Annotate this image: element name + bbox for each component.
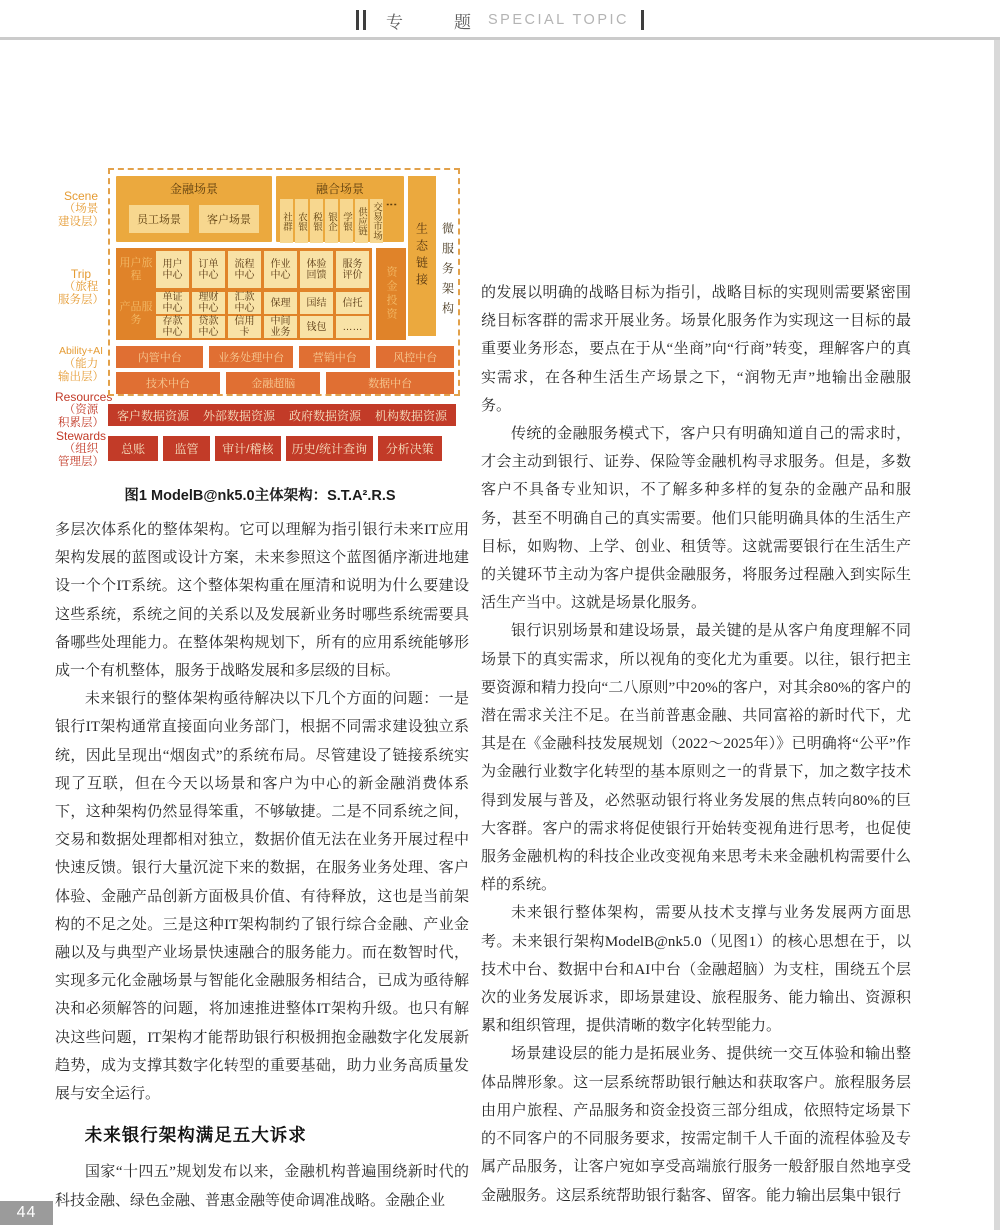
diagram-cell: 分析决策 <box>378 436 442 461</box>
diagram-cell: 理财中心 <box>192 292 225 314</box>
layer-label-stewards-cn1: （组织 <box>63 443 99 455</box>
left-column <box>55 516 469 1215</box>
section-heading: 未来银行架构满足五大诉求 <box>84 1125 307 1146</box>
top-rule <box>0 37 1000 40</box>
layer-label-scene <box>55 190 107 229</box>
diagram-cell: 汇款中心 <box>228 292 261 314</box>
double-bar-icon <box>356 10 366 30</box>
diagram-cell: 服务评价 <box>336 251 369 288</box>
page-number: 44 <box>0 1201 53 1225</box>
diagram-cell: 钱包 <box>300 316 333 338</box>
diagram-cell: 学银 <box>340 199 353 243</box>
diagram-cell: 信用卡 <box>228 316 261 338</box>
diagram-cell: 税银 <box>310 199 323 243</box>
body-paragraph: 的发展以明确的战略目标为指引，战略目标的实现则需要紧密围绕目标客群的需求开展业务。场景化服务作为实现这一目标的最重要业务形态，要点在于从“坐商”向“行商”转变，理解客户的真实需求，在各种生活生产场景之下，“润物无声”地输出金融服务。 <box>481 285 911 414</box>
body-paragraph: 银行识别场景和建设场景，最关键的是从客户角度理解不同场景下的真实需求，所以视角的变化尤为重要。以往，银行把主要资源和精力投向“二八原则”中20%的客户，对其余80%的客户的潜在需求关注不足。在当前普惠金融、共同富裕的新时代下，尤其是在《金融科技发展规划（2022～2025年）》已明确将“公平”作为金融行业数字化转型的基本原则之一的背景下，加之数字技术得到发展与普及，必然驱动银行将业务发展的焦点转向80%的巨大客群。客户的需求将促使银行开始转变视角进行思考，也促使服务金融机构的科技企业改变视角来思考未来金融机构需要什么样的系统。 <box>481 623 911 894</box>
diagram-cell: 体验回馈 <box>300 251 333 288</box>
fusion-scene-box <box>276 176 404 242</box>
layer-label-ability-cn1: （能力 <box>63 358 99 370</box>
diagram-cell: 员工场景 <box>129 205 189 233</box>
product-label: 产品服务 <box>119 301 153 326</box>
stewards-row <box>108 436 442 461</box>
header-title-en: SPECIAL TOPIC <box>487 12 630 28</box>
diagram-cell: 农银 <box>295 199 308 243</box>
diagram-cell: 中间业务 <box>264 316 297 338</box>
layer-label-stewards-cn2: 管理层） <box>58 456 104 468</box>
body-paragraph: 未来银行整体架构，需要从技术支撑与业务发展两方面思考。未来银行架构ModelB@nk5.0（见图1）的核心思想在于，以技术中台、数据中台和AI中台（金融超脑）为支柱，围绕五个层次的业务发展诉求，即场景建设、旅程服务、能力输出、资源积累和组织管理，提供清晰的数字化转型能力。 <box>481 905 911 1035</box>
layer-label-ability-en: Ability+AI <box>58 345 104 357</box>
diagram-cell: 营销中台 <box>299 346 371 368</box>
microservices-label: 微服务架构 <box>440 222 455 322</box>
diagram-cell: …… <box>336 316 369 338</box>
diagram-cell: 用户中心 <box>156 251 189 288</box>
single-bar-icon <box>641 10 644 30</box>
diagram-cell: 风控中台 <box>376 346 454 368</box>
diagram-cell: 金融超脑 <box>226 372 320 394</box>
right-column <box>481 279 911 1210</box>
layer-label-trip-en: Trip <box>70 267 92 281</box>
diagram-cell: 数据中台 <box>326 372 454 394</box>
diagram-cell: 技术中台 <box>116 372 220 394</box>
page-edge-strip <box>994 40 1000 1230</box>
journey-label: 用户旅程 <box>119 256 153 282</box>
diagram-cell: 客户场景 <box>199 205 259 233</box>
diagram-cell: 银企 <box>325 199 338 243</box>
layer-label-resources-cn2: 积累层） <box>58 417 104 429</box>
diagram-cell: 历史/统计查询 <box>286 436 373 461</box>
layer-label-scene-cn2: 建设层） <box>58 216 104 228</box>
investment-bar: 资金投资 <box>376 248 406 340</box>
layer-label-stewards-en: Stewards <box>55 429 107 443</box>
body-paragraph: 未来银行的整体架构亟待解决以下几个方面的问题：一是银行IT架构通常直接面向业务部门，根据不同需求建设独立系统，因此呈现出“烟囱式”的系统布局。尽管建设了链接系统实现了互联，但在今天以场景和客户为中心的新金融消费体系下，这种架构仍然显得笨重，不够敏捷。二是不同系统之间，交易和数据处理都相对独立，数据价值无法在业务开展过程中快速反馈。银行大量沉淀下来的数据，在服务业务处理、客户体验、金融产品创新方面极具价值、有待释放，这也是当前架构的不足之处。三是这种IT架构制约了银行综合金融、产业金融以及与典型产业场景快速融合的服务能力。而在数智时代，实现多元化金融场景与智能化金融服务相结合，已成为亟待解决和必须解答的问题，将加速推进整体IT架构升级。也只有解决这些问题，IT架构才能帮助银行积极拥抱金融数字化发展新趋势，成为支撑其数字化转型的重要基础，助力业务高质量发展与安全运行。 <box>55 691 469 1103</box>
layer-label-scene-en: Scene <box>63 189 99 203</box>
resources-bar <box>108 404 456 426</box>
finance-scene-title: 金融场景 <box>169 182 218 196</box>
ability-row-2 <box>116 372 454 394</box>
diagram-cell: 信托 <box>336 292 369 314</box>
architecture-dashed-box <box>108 168 460 396</box>
diagram-cell: 社群 <box>280 199 293 243</box>
diagram-cell: 业务处理中台 <box>209 346 292 368</box>
diagram-cell: 交易市场 <box>370 199 383 243</box>
layer-label-scene-cn1: （场景 <box>63 203 99 215</box>
diagram-cell: 供应链 <box>355 199 368 243</box>
resources-item: 机构数据资源 <box>374 408 447 423</box>
diagram-cell: 存款中心 <box>156 316 189 338</box>
resources-item: 政府数据资源 <box>288 408 361 423</box>
body-paragraph: 传统的金融服务模式下，客户只有明确知道自己的需求时，才会主动到银行、证券、保险等金融机构寻求服务。但是，多数客户不具备专业知识，不了解多种多样的复杂的金融产品和服务，甚至不明确自己的真实需要。他们只能明确具体的生活生产目标，如购物、上学、创业、租赁等。这就需要银行在生活生产的关键环节主动为客户提供金融服务，将服务过程融入到实际生活生产当中。这就是场景化服务。 <box>481 426 911 612</box>
layer-label-resources-en: Resources <box>55 390 113 404</box>
diagram-cell: 订单中心 <box>192 251 225 288</box>
body-paragraph: 多层次体系化的整体架构。它可以理解为指引银行未来IT应用架构发展的蓝图或设计方案，未来参照这个蓝图循序渐进地建设一个个IT系统。这个整体架构重在厘清和说明为什么要建设这些系统，系统之间的关系以及发展新业务时哪些系统需要具备哪些处理能力。在整体架构规划下，所有的应用系统能够形成一个有机整体，服务于战略发展和多层级的目标。 <box>55 522 469 680</box>
page-header <box>0 7 1000 33</box>
figure-1-diagram <box>55 168 465 513</box>
diagram-cell: 审计/稽核 <box>215 436 281 461</box>
diagram-cell: 单证中心 <box>156 292 189 314</box>
fusion-scene-title: 融合场景 <box>315 182 364 196</box>
diagram-cell: 内管中台 <box>116 346 203 368</box>
layer-label-trip-cn1: （旅程 <box>63 281 99 293</box>
diagram-cell: 流程中心 <box>228 251 261 288</box>
diagram-cell: 保理 <box>264 292 297 314</box>
layer-label-ability-cn2: 输出层） <box>58 371 104 383</box>
header-title-cn: 专 题 <box>385 12 488 32</box>
resources-item: 外部数据资源 <box>202 408 275 423</box>
diagram-cell: 贷款中心 <box>192 316 225 338</box>
diagram-cell: 总账 <box>108 436 158 461</box>
resources-item: 客户数据资源 <box>117 408 190 423</box>
body-paragraph: 场景建设层的能力是拓展业务、提供统一交互体验和输出整体品牌形象。这一层系统帮助银行触达和获取客户。旅程服务层由用户旅程、产品服务和资金投资三部分组成，依照特定场景下的不同客户的不同服务要求，按需定制千人千面的流程体验及专属产品服务，让客户宛如享受高端旅行服务一般舒服自然地享受金融服务。这层系统帮助银行黏客、留客。能力输出层集中银行 <box>481 1046 911 1204</box>
layer-label-trip <box>55 268 107 307</box>
diagram-cell: 作业中心 <box>264 251 297 288</box>
diagram-cell: 监管 <box>163 436 209 461</box>
layer-label-ability <box>55 345 107 384</box>
ellipsis-icon: ⋮ <box>385 199 397 210</box>
layer-label-resources-cn1: （资源 <box>63 404 99 416</box>
layer-label-trip-cn2: 服务层） <box>58 294 104 306</box>
body-paragraph: 国家“十四五”规划发布以来，金融机构普遍围绕新时代的科技金融、绿色金融、普惠金融等使命调准战略。金融企业 <box>55 1164 469 1209</box>
layer-label-resources <box>55 390 113 430</box>
layer-label-stewards <box>55 430 107 469</box>
figure-caption: 图1 ModelB@nk5.0主体架构：S.T.A².R.S <box>124 488 396 504</box>
trip-journey-box <box>116 248 372 340</box>
eco-link-bar: 生态链接 <box>408 176 436 336</box>
finance-scene-box <box>116 176 272 242</box>
diagram-cell: 国结 <box>300 292 333 314</box>
ability-row-1 <box>116 346 454 368</box>
